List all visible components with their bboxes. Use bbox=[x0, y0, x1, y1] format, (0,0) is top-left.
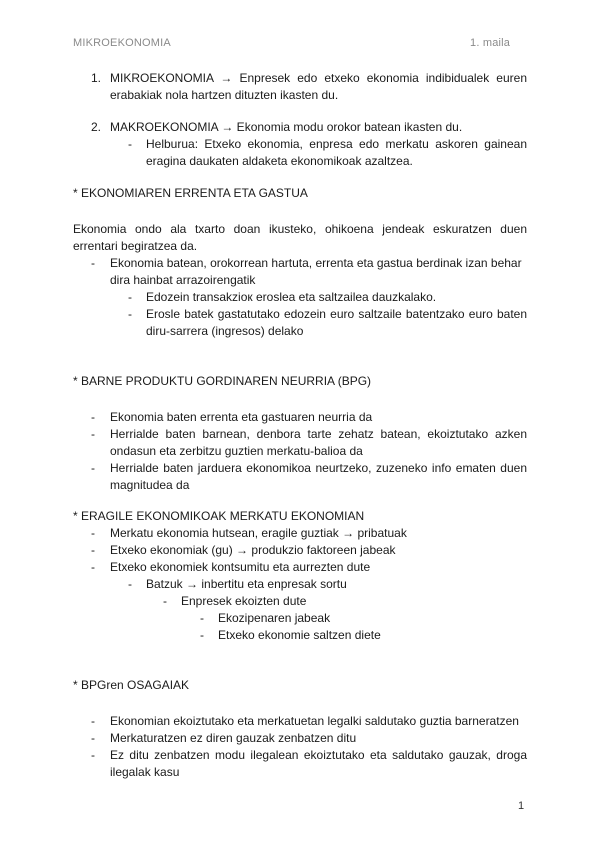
numbered-item-2: 2. MAKROEKONOMIA → Ekonomia modu orokor batean ikasten du. bbox=[91, 120, 463, 134]
paragraph-errenta: Ekonomia ondo ala txarto doan ikusteko, ohikoena jendeak eskuratzen duen errentari begiratzea da. bbox=[73, 222, 527, 253]
section-heading-osagaiak: * BPGren OSAGAIAK bbox=[73, 678, 190, 692]
section-heading-bpg: * BARNE PRODUKTU GORDINAREN NEURRIA (BPG) bbox=[73, 374, 372, 388]
bullet-item: - Merkaturatzen ez diren gauzak zenbatzen ditu bbox=[91, 731, 357, 745]
level4-bullet-item: - Etxeko ekonomie saltzen diete bbox=[200, 628, 381, 642]
bullet-item: - Ekonomia batean, orokorrean hartuta, errenta eta gastua berdinak izan behar dira hainbat arrazoirengatik bbox=[91, 256, 522, 287]
section-heading-errenta: * EKONOMIAREN ERRENTA ETA GASTUA bbox=[73, 186, 308, 200]
bullet-item: - Herrialde baten jarduera ekonomikoa neurtzeko, zuzeneko info ematen duen magnitudea da bbox=[91, 461, 527, 492]
section-heading-eragileak: * ERAGILE EKONOMIKOAK MERKATU EKONOMIAN bbox=[73, 509, 365, 523]
numbered-item-text: MAKROEKONOMIA → Ekonomia modu orokor batean ikasten du. bbox=[110, 120, 463, 134]
bullet-item: - Herrialde baten barnean, denbora tarte zehatz batean, ekoiztutako azken ondasun eta zerbitzu guztien merkatu-balioa da bbox=[91, 427, 527, 458]
sub-bullet-item: - Erosle batek gastatutako edozein euro saltzaile batentzako euro baten diru-sarrera (ingresos) delako bbox=[128, 307, 527, 338]
page-number: 1 bbox=[518, 800, 525, 812]
bullet-item: - Merkatu ekonomia hutsean, eragile guztiak → pribatuak bbox=[91, 526, 407, 540]
sub-bullet-item: - Edozein transakzioк eroslea eta saltzailea dauzkalako. bbox=[128, 290, 437, 304]
document-body bbox=[73, 70, 527, 781]
sub-sub-bullet-item: - Enpresek ekoizten dute bbox=[163, 594, 307, 608]
sub-bullet-item: - Batzuk → inbertitu eta enpresak sortu bbox=[128, 577, 347, 591]
header-level: 1. maila bbox=[470, 37, 511, 49]
level4-bullet-item: - Ekozipenaren jabeak bbox=[200, 611, 331, 625]
header-title: MIKROEKONOMIA bbox=[73, 37, 171, 49]
bullet-item: - Ez ditu zenbatzen modu ilegalean ekoiztutako eta saldutako gauzak, droga ilegalak kasu bbox=[91, 748, 527, 779]
numbered-sub-item: - Helburua: Etxeko ekonomia, enpresa edo merkatu askoren gainean eragina daukaten aldaketa ekonomikoak azaltzea. bbox=[128, 137, 527, 168]
bullet-item: - Ekonomian ekoiztutako eta merkatuetan legalki saldutako guztia barneratzen bbox=[91, 714, 519, 728]
bullet-item: - Etxeko ekonomiek kontsumitu eta aurrezten dute bbox=[91, 560, 371, 574]
bullet-item: - Ekonomia baten errenta eta gastuaren neurria da bbox=[91, 410, 373, 424]
bullet-item: - Etxeko ekonomiak (gu) → produkzio faktoreen jabeak bbox=[91, 543, 396, 557]
numbered-item-1: 1. MIKROEKONOMIA → Enpresek edo etxeko ekonomia indibidualek euren erabakiak nola hartzen dituzten ikasten du. bbox=[91, 71, 527, 102]
numbered-item-text: MIKROEKONOMIA → Enpresek edo etxeko ekonomia indibidualek euren erabakiak nola hartzen dituzten ikasten du. bbox=[110, 71, 527, 102]
